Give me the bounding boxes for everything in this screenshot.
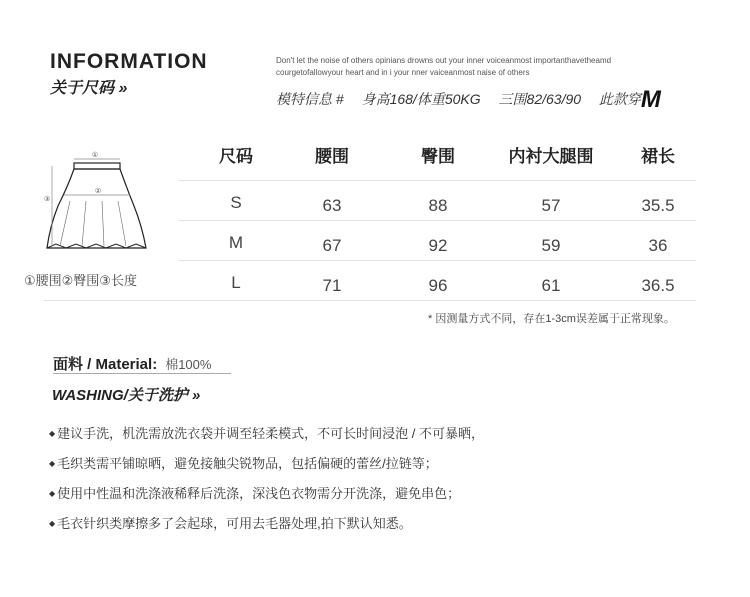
info-title: INFORMATION bbox=[50, 50, 208, 73]
cell-thigh: 57 bbox=[541, 196, 561, 215]
care-item bbox=[49, 453, 438, 472]
header-waist: 腰围 bbox=[315, 147, 349, 166]
model-label: 模特信息 # bbox=[276, 91, 344, 107]
cell-thigh: 61 bbox=[541, 276, 561, 295]
header-length: 裙长 bbox=[641, 147, 675, 166]
table-divider bbox=[178, 220, 696, 221]
header-hip: 臀围 bbox=[421, 147, 455, 166]
bullet-icon: ◆ bbox=[49, 489, 56, 498]
material-underline bbox=[53, 373, 231, 374]
skirt-body bbox=[47, 169, 146, 248]
bullet-icon: ◆ bbox=[49, 429, 56, 438]
care-item bbox=[49, 423, 484, 442]
material-row bbox=[53, 353, 211, 374]
quote-line-1: Don't let the noise of others opinians drowns out your inner voiceanmost importanthavetheamd bbox=[276, 56, 612, 65]
care-item bbox=[49, 483, 460, 502]
cell-waist: 63 bbox=[322, 196, 342, 215]
header-size: 尺码 bbox=[219, 147, 253, 166]
model-info bbox=[276, 86, 661, 114]
care-text: 毛衣针织类摩擦多了会起球，可用去毛器处理,拍下默认知悉。 bbox=[57, 516, 412, 531]
care-text: 毛织类需平铺晾晒，避免接触尖锐物品，包括偏硬的蕾丝/拉链等； bbox=[57, 456, 438, 471]
model-height-weight: 身高168/体重50KG bbox=[361, 91, 481, 107]
care-text: 使用中性温和洗涤液稀释后洗涤，深浅色衣物需分开洗涤，避免串色； bbox=[57, 486, 461, 501]
care-item bbox=[49, 513, 412, 532]
quote-line-2: courgetofallowyour heart and in i your nner vaiceanmost naise of others bbox=[276, 68, 530, 77]
cell-length: 35.5 bbox=[641, 196, 675, 215]
cell-size: S bbox=[230, 193, 242, 212]
table-divider bbox=[178, 260, 696, 261]
washing-title: WASHING/关于洗护 » bbox=[52, 387, 201, 404]
cell-waist: 71 bbox=[322, 276, 342, 295]
cell-thigh: 59 bbox=[541, 236, 561, 255]
cell-length: 36 bbox=[648, 236, 668, 255]
size-subtitle: 关于尺码 » bbox=[50, 80, 128, 97]
cell-size: M bbox=[228, 233, 244, 252]
cell-waist: 67 bbox=[322, 236, 342, 255]
length-label: ③ bbox=[43, 195, 51, 203]
bullet-icon: ◆ bbox=[49, 519, 56, 528]
waist-label: ① bbox=[91, 151, 99, 159]
material-value: 棉100% bbox=[165, 357, 212, 372]
care-text: 建议手洗，机洗需放洗衣袋并调至轻柔模式，不可长时间浸泡 / 不可暴晒， bbox=[57, 426, 484, 441]
material-label: 面料 / Material: bbox=[53, 356, 158, 373]
quote-text bbox=[276, 55, 716, 79]
model-size: M bbox=[640, 86, 661, 113]
hip-label: ② bbox=[94, 187, 102, 195]
skirt-diagram bbox=[38, 146, 156, 256]
cell-length: 36.5 bbox=[641, 276, 675, 295]
table-divider bbox=[178, 180, 696, 181]
cell-hip: 88 bbox=[428, 196, 448, 215]
cell-hip: 92 bbox=[428, 236, 448, 255]
bullet-icon: ◆ bbox=[49, 459, 56, 468]
table-divider bbox=[44, 300, 696, 301]
skirt-waistband bbox=[74, 163, 120, 169]
header-thigh: 内衬大腿围 bbox=[508, 147, 594, 166]
measurement-note: * 因测量方式不同，存在1-3cm误差属于正常现象。 bbox=[428, 313, 675, 325]
cell-size: L bbox=[231, 273, 241, 292]
model-wears-label: 此款穿 bbox=[598, 91, 641, 107]
diagram-legend: ①腰围②臀围③长度 bbox=[24, 273, 137, 288]
model-measurements: 三围82/63/90 bbox=[498, 91, 582, 107]
cell-hip: 96 bbox=[428, 276, 448, 295]
